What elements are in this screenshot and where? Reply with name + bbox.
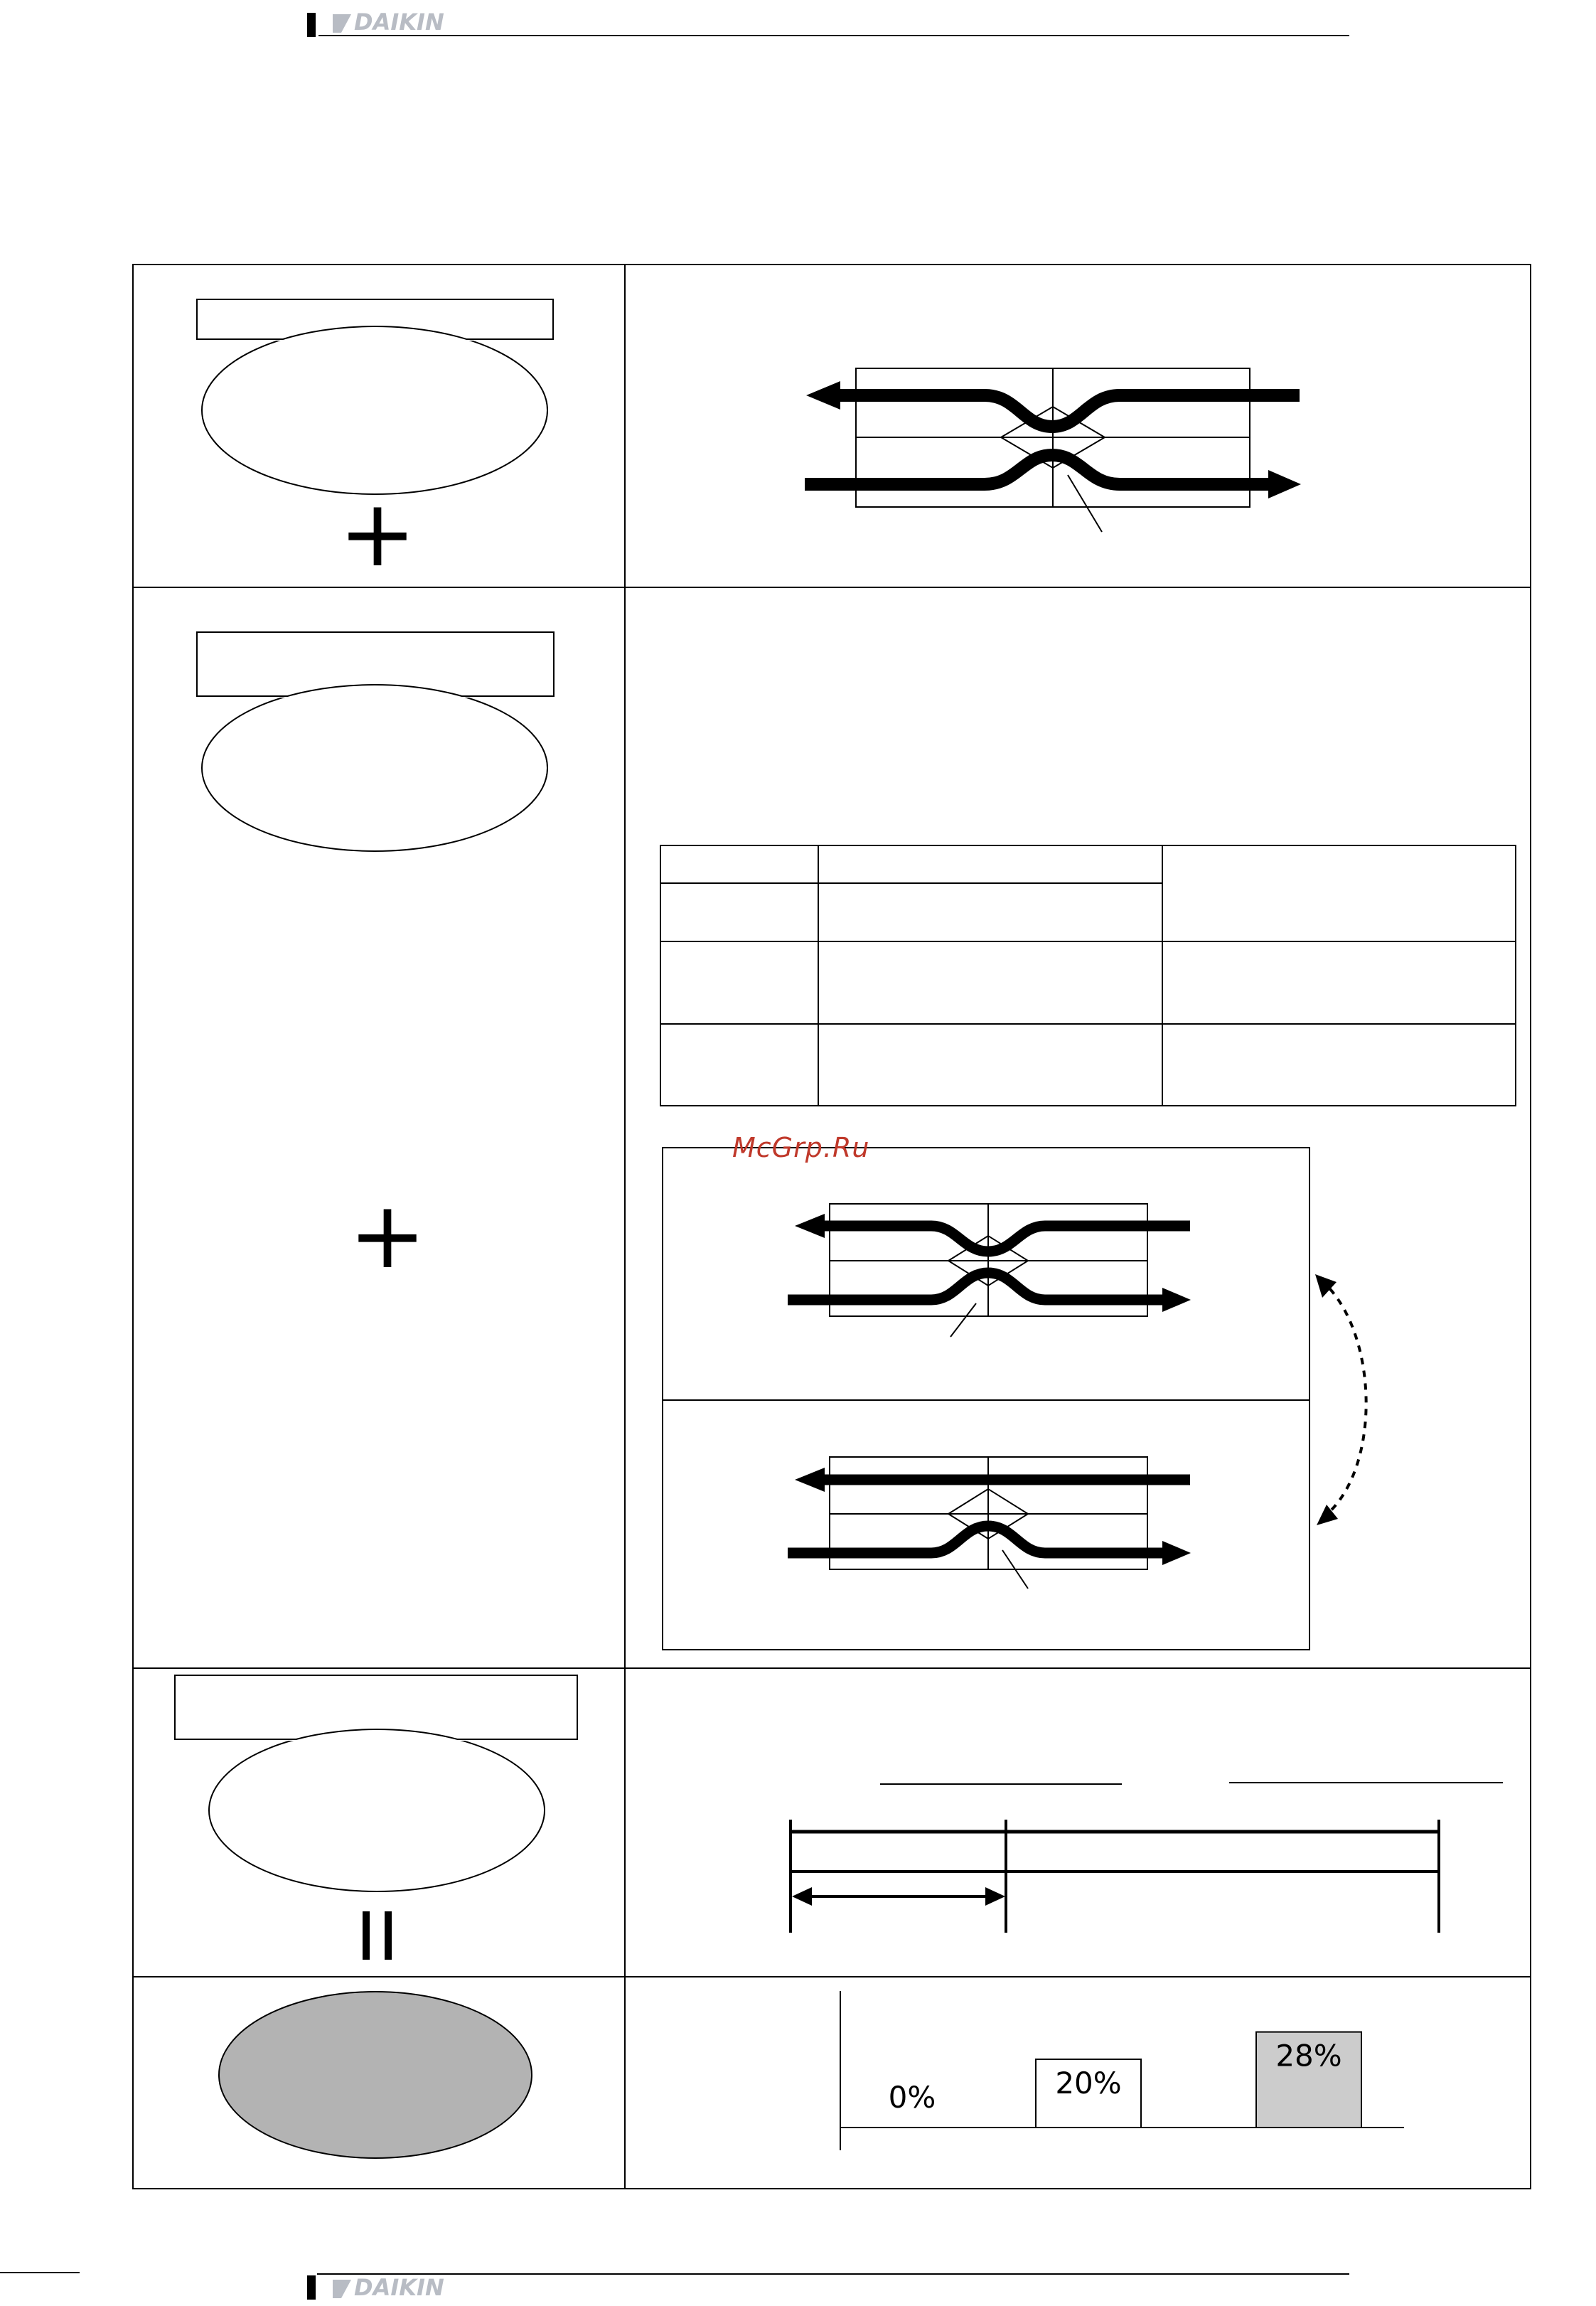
mode-lower-exchanger (788, 1457, 1191, 1589)
row3-left (175, 1675, 577, 1960)
row1-ellipse (202, 326, 547, 494)
mode-upper-exchanger (788, 1204, 1191, 1337)
chart-data-label-0: 0% (888, 2080, 936, 2115)
chart-data-label-2: 28% (1275, 2038, 1342, 2073)
daikin-logo-bottom (333, 2274, 444, 2301)
chart-data-label-1: 20% (1055, 2066, 1122, 2101)
footer-bar-mark (307, 2275, 316, 2300)
plus-operator-1: + (338, 479, 417, 587)
row3-timeline (791, 1783, 1503, 1933)
mode-switch-arrow (1321, 1280, 1366, 1518)
row2-ellipse (202, 685, 547, 851)
row1-left (197, 299, 553, 587)
row2-mode-panel (663, 1148, 1366, 1650)
page-footer (0, 2273, 1349, 2301)
equals-operator (363, 1911, 392, 1960)
row1-exchanger-diagram (805, 368, 1301, 532)
page-header (307, 9, 1349, 37)
row2-spec-table (660, 845, 1516, 1106)
row3-ellipse (209, 1729, 545, 1891)
brand-name-top: DAIKIN (354, 9, 444, 36)
result-ellipse (219, 1992, 532, 2158)
row2-left (197, 632, 554, 1289)
plus-operator-2: + (348, 1181, 427, 1289)
brand-name-bottom: DAIKIN (354, 2274, 444, 2301)
result-bar-chart (840, 1991, 1404, 2150)
header-bar-mark (307, 13, 316, 37)
watermark-text: McGrp.Ru (732, 1132, 870, 1163)
daikin-logo-top (333, 9, 444, 36)
